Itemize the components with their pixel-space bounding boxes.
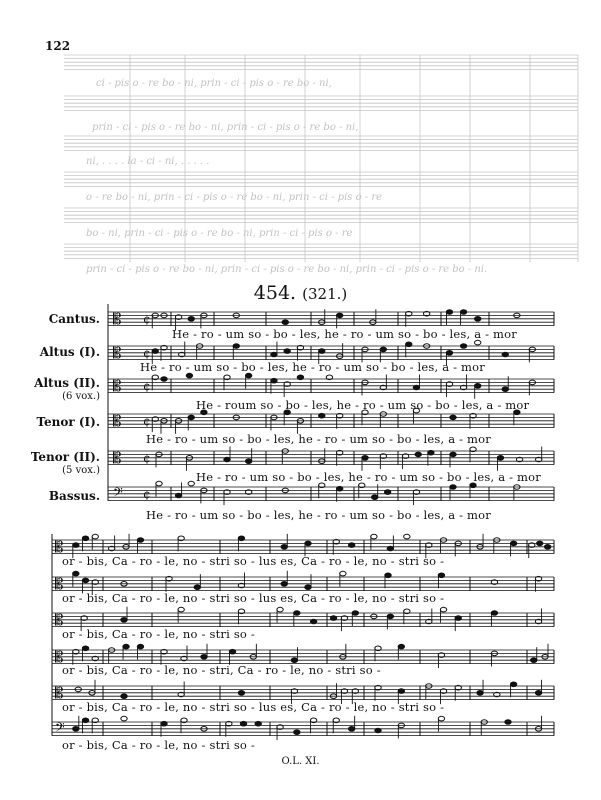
- page-footer: O.L. XI.: [281, 756, 320, 767]
- svg-text:𝄢: 𝄢: [113, 485, 123, 503]
- svg-text:𝄡: 𝄡: [55, 648, 64, 666]
- lyric-tenor1-1: He - ro - um so - bo - les, he - ro - um so - bo - les, a - mor: [146, 432, 491, 446]
- lyric-altus2-1: He - roum so - bo - les, he - ro - um so - bo - les, a - mor: [196, 398, 530, 412]
- voice-label-cantus: Cantus.: [48, 312, 100, 326]
- svg-text:𝄢: 𝄢: [55, 720, 65, 738]
- lyric-cantus-1: He - ro - um so - bo - les, he - ro - um so - bo - les, a - mor: [172, 327, 517, 341]
- svg-text:¢: ¢: [143, 414, 151, 428]
- voice-label-bassus: Bassus.: [48, 489, 100, 503]
- lyric-tenor2-2: or - bis, Ca - ro - le, no - stri so - lus es, Ca - ro - le, no - stri so -: [62, 700, 445, 714]
- svg-text:𝄡: 𝄡: [113, 449, 122, 467]
- svg-text:𝄡: 𝄡: [113, 344, 122, 362]
- piece-reference: (321.): [302, 285, 348, 303]
- lyric-tenor2-1: He - ro - um so - bo - les, he - ro - um so - bo - les, a - mor: [196, 470, 541, 484]
- lyric-tenor1-2: or - bis, Ca - ro - le, no - stri, Ca - ro - le, no - stri so -: [62, 663, 381, 677]
- svg-text:𝄡: 𝄡: [55, 611, 64, 629]
- svg-text:¢: ¢: [143, 451, 151, 465]
- voice-label-tenor-1: Tenor (I).: [36, 415, 100, 429]
- faded-lyric: prin - ci - pis o - re bo - ni, prin - ci - pis o - re bo - ni,: [92, 122, 359, 133]
- svg-text:𝄡: 𝄡: [113, 377, 122, 395]
- svg-text:𝄡: 𝄡: [113, 412, 122, 430]
- piece-number: 454.: [253, 282, 297, 304]
- voice-label-tenor-2: Tenor (II). (5 vox.): [30, 450, 100, 476]
- voice-label-altus-2: Altus (II). (6 vox.): [34, 376, 100, 402]
- lyric-altus1-1: He - ro - um so - bo - les, he - ro - um so - bo - les, a - mor: [140, 360, 485, 374]
- svg-text:𝄡: 𝄡: [113, 310, 122, 328]
- faded-lyric: ci - pis o - re bo - ni, prin - ci - pis o - re bo - ni,: [96, 78, 332, 89]
- lyric-altus2-2: or - bis, Ca - ro - le, no - stri so -: [62, 627, 255, 641]
- faded-lyric: bo - ni, prin - ci - pis o - re bo - ni, prin - ci - pis o - re: [86, 228, 353, 239]
- svg-text:¢: ¢: [143, 346, 151, 360]
- svg-text:𝄡: 𝄡: [55, 575, 64, 593]
- lyric-cantus-2: or - bis, Ca - ro - le, no - stri so - lus es, Ca - ro - le, no - stri so -: [62, 554, 445, 568]
- voice-label-altus-1: Altus (I).: [39, 345, 100, 359]
- faded-lyric: prin - ci - pis o - re bo - ni, prin - ci - pis o - re bo - ni, prin - ci - pis o - re bo - ni.: [86, 264, 488, 275]
- faded-lyric: ni, . . . . la - ci - ni, . . . . .: [86, 156, 210, 167]
- lyric-altus1-2: or - bis, Ca - ro - le, no - stri so - lus es, Ca - ro - le, no - stri so -: [62, 591, 445, 605]
- svg-text:¢: ¢: [143, 379, 151, 393]
- svg-text:𝄡: 𝄡: [55, 684, 64, 702]
- svg-text:¢: ¢: [143, 312, 151, 326]
- page-number: 122: [45, 39, 71, 53]
- lyric-bassus-2: or - bis, Ca - ro - le, no - stri so -: [62, 738, 255, 752]
- faded-lyric: o - re bo - ni, prin - ci - pis o - re bo - ni, prin - ci - pis o - re: [86, 192, 383, 203]
- svg-text:¢: ¢: [143, 487, 151, 501]
- svg-text:𝄡: 𝄡: [55, 538, 64, 556]
- lyric-bassus-1: He - ro - um so - bo - les, he - ro - um so - bo - les, a - mor: [146, 508, 491, 522]
